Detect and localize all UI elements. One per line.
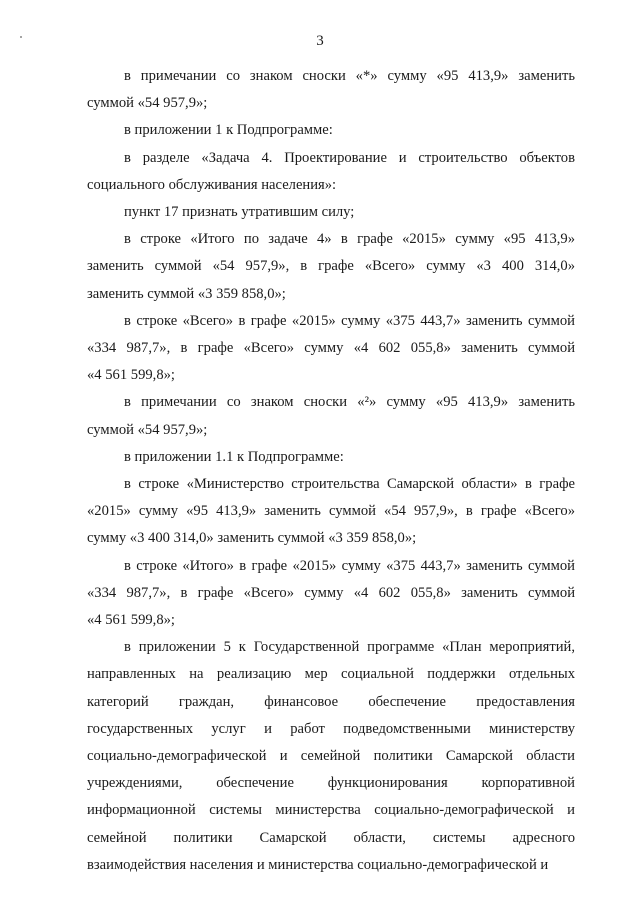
text-line: социального обслуживания населения»: — [87, 176, 337, 193]
text-line: семейной политики Самарской области, системы адресного — [87, 829, 575, 846]
text-line: в разделе «Задача 4. Проектирование и строительство объектов — [124, 149, 575, 166]
paragraph — [87, 117, 575, 144]
text-line: заменить суммой «3 359 858,0»; — [87, 285, 286, 302]
paragraph — [87, 553, 575, 635]
text-line: в приложении 1.1 к Подпрограмме: — [124, 448, 344, 465]
text-line: «334 987,7», в графе «Всего» сумму «4 602 055,8» заменить суммой — [87, 584, 575, 601]
paragraph — [87, 63, 575, 117]
text-line: категорий граждан, финансовое обеспечение предоставления — [87, 693, 575, 710]
paragraph — [87, 145, 575, 199]
text-line: государственных услуг и работ подведомственными министерству — [87, 720, 575, 737]
text-line: в примечании со знаком сноски «*» сумму «95 413,9» заменить — [124, 68, 575, 84]
text-line: учреждениями, обеспечение функционирования корпоративной — [87, 775, 575, 792]
text-line: в строке «Итого» в графе «2015» сумму «375 443,7» заменить суммой — [124, 557, 575, 574]
text-line: «4 561 599,8»; — [87, 612, 175, 629]
text-line: «334 987,7», в графе «Всего» сумму «4 602 055,8» заменить суммой — [87, 340, 575, 357]
text-line: в приложении 5 к Государственной программе «План мероприятий, — [124, 639, 575, 656]
paragraph — [87, 444, 575, 471]
document-body — [87, 63, 575, 879]
text-line: в приложении 1 к Подпрограмме: — [124, 122, 333, 139]
paragraph — [87, 634, 575, 879]
paragraph — [87, 471, 575, 553]
paragraph — [87, 308, 575, 390]
text-line: в примечании со знаком сноски «²» сумму «95 413,9» заменить — [124, 394, 575, 411]
text-line: сумму «3 400 314,0» заменить суммой «3 359 858,0»; — [87, 530, 417, 547]
text-line: «4 561 599,8»; — [87, 367, 175, 384]
text-line: «2015» сумму «95 413,9» заменить суммой «54 957,9», в графе «Всего» — [87, 503, 575, 520]
text-line: социально-демографической и семейной политики Самарской области — [87, 748, 575, 765]
text-line: информационной системы министерства социально-демографической и — [87, 802, 575, 819]
text-line: в строке «Министерство строительства Самарской области» в графе — [124, 476, 575, 493]
text-line: направленных на реализацию мер социальной поддержки отдельных — [87, 666, 575, 683]
paragraph — [87, 199, 575, 226]
text-line: суммой «54 957,9»; — [87, 421, 208, 438]
text-line: заменить суммой «54 957,9», в графе «Всего» сумму «3 400 314,0» — [87, 258, 575, 275]
text-line: в строке «Итого по задаче 4» в графе «2015» сумму «95 413,9» — [124, 231, 575, 248]
paragraph — [87, 389, 575, 443]
text-line: в строке «Всего» в графе «2015» сумму «375 443,7» заменить суммой — [124, 312, 575, 329]
paragraph — [87, 226, 575, 308]
text-line: взаимодействия населения и министерства социально-демографической и — [87, 856, 549, 873]
text-line: пункт 17 признать утратившим силу; — [124, 204, 355, 221]
text-line: суммой «54 957,9»; — [87, 95, 208, 112]
page-number: 3 — [316, 33, 324, 49]
